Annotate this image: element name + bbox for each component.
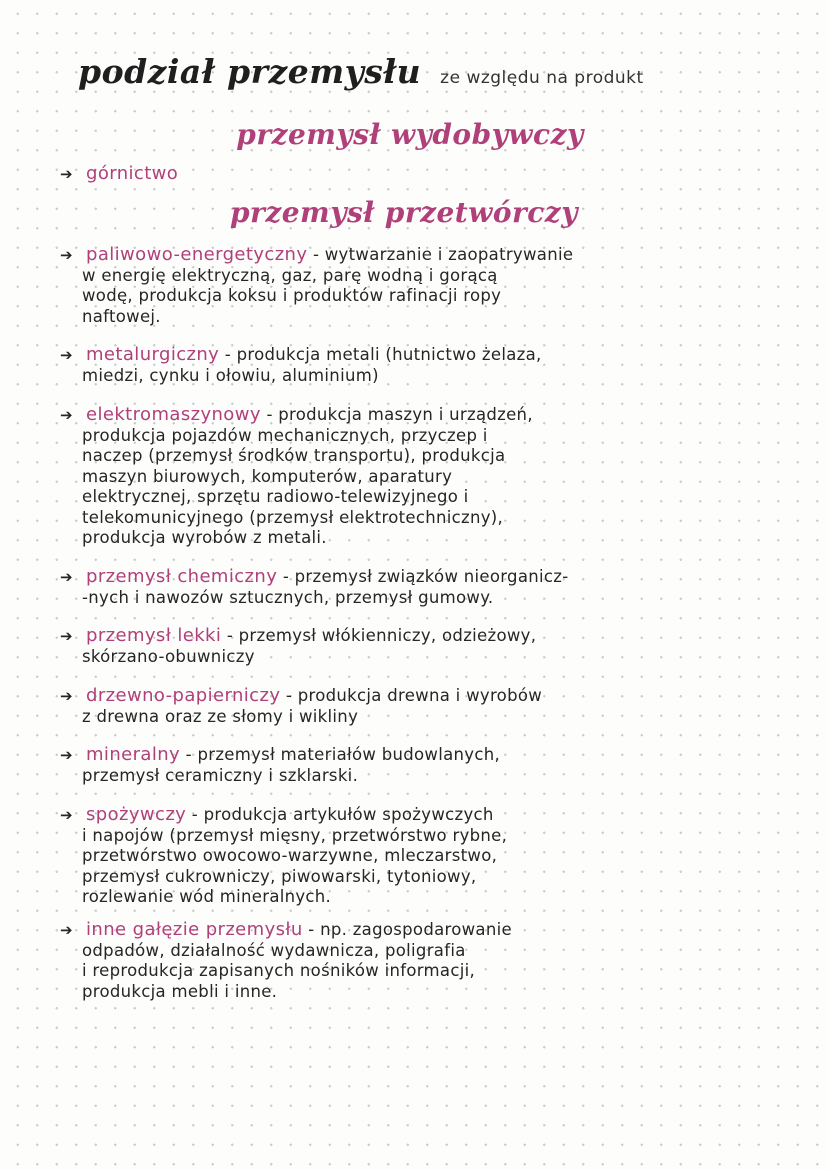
item-text: - produkcja artykułów spożywczych — [191, 805, 494, 824]
item-text: - przemysł włókienniczy, odzieżowy, — [226, 626, 537, 645]
item-line: wodę, produkcja koksu i produktów rafinacji ropy — [82, 286, 502, 305]
heading-processing-industry: przemysł przetwórczy — [230, 196, 578, 229]
arrow-icon: ➔ — [60, 627, 73, 645]
item-text: - produkcja metali (hutnictwo żelaza, — [224, 345, 542, 364]
item-term: drzewno-papierniczy — [86, 685, 281, 706]
arrow-icon: ➔ — [60, 246, 73, 264]
item-text: - produkcja drewna i wyrobów — [285, 686, 543, 705]
item-line: w energię elektryczną, gaz, parę wodną i gorącą — [82, 265, 498, 285]
item-line: maszyn biurowych, komputerów, aparatury — [82, 466, 453, 486]
item-text: - przemysł związków nieorganicz- — [282, 567, 569, 586]
item-light-industry — [60, 626, 760, 667]
item-line: przemysł ceramiczny i szklarski. — [82, 765, 359, 785]
item-line: produkcja mebli i inne. — [82, 981, 278, 1001]
item-line: z drewna oraz ze słomy i wikliny — [82, 706, 359, 726]
item-food — [60, 805, 760, 908]
item-line: elektrycznej, sprzętu radiowo-telewizyjnego i — [82, 487, 469, 506]
item-term: przemysł lekki — [86, 625, 222, 646]
page-title — [78, 52, 798, 91]
arrow-icon: ➔ — [60, 746, 73, 764]
arrow-icon: ➔ — [60, 406, 73, 424]
item-line: naczep (przemysł środków transportu), produkcja — [82, 446, 506, 465]
item-text: - przemysł materiałów budowlanych, — [185, 745, 501, 764]
item-term: elektromaszynowy — [86, 404, 261, 425]
item-term: paliwowo-energetyczny — [86, 244, 308, 265]
item-term: górnictwo — [86, 163, 179, 184]
item-term: przemysł chemiczny — [86, 566, 278, 587]
arrow-icon: ➔ — [60, 346, 73, 364]
item-text: - wytwarzanie i zaopatrywanie — [312, 245, 574, 264]
item-wood-paper — [60, 686, 760, 727]
item-line: -nych i nawozów sztucznych, przemysł gumowy. — [82, 587, 494, 607]
item-term: spożywczy — [86, 804, 187, 825]
item-line: i reprodukcja zapisanych nośników informacji, — [82, 961, 476, 980]
item-line: produkcja wyrobów z metali. — [82, 528, 327, 547]
item-term: inne gałęzie przemysłu — [86, 919, 303, 940]
item-chemical — [60, 567, 760, 608]
title-main: podział przemysłu — [78, 52, 422, 91]
arrow-icon: ➔ — [60, 568, 73, 586]
item-line: rozlewanie wód mineralnych. — [82, 887, 332, 906]
item-line: produkcja pojazdów mechanicznych, przyczep i — [82, 425, 488, 445]
item-fuel-energy — [60, 245, 760, 327]
item-metallurgical — [60, 345, 760, 386]
item-mineral — [60, 745, 760, 786]
title-subtitle: ze względu na produkt — [440, 68, 644, 88]
item-electromechanical — [60, 405, 760, 549]
arrow-icon: ➔ — [60, 687, 73, 705]
item-line: odpadów, działalność wydawnicza, poligrafia — [82, 940, 466, 960]
item-term: metalurgiczny — [86, 344, 220, 365]
item-term: mineralny — [86, 744, 181, 765]
item-text: - produkcja maszyn i urządzeń, — [266, 405, 533, 424]
item-line: skórzano-obuwniczy — [82, 646, 255, 666]
item-mining — [60, 164, 760, 185]
item-line: przemysł cukrowniczy, piwowarski, tytoniowy, — [82, 866, 477, 886]
item-line: i napojów (przemysł mięsny, przetwórstwo rybne, — [82, 825, 508, 845]
arrow-icon: ➔ — [60, 165, 73, 183]
arrow-icon: ➔ — [60, 806, 73, 824]
item-text: - np. zagospodarowanie — [308, 920, 512, 939]
item-line: przetwórstwo owocowo-warzywne, mleczarstwo, — [82, 846, 498, 865]
item-line: miedzi, cynku i ołowiu, aluminium) — [82, 365, 379, 385]
item-line: naftowej. — [82, 306, 161, 326]
item-line: telekomunicyjnego (przemysł elektrotechniczny), — [82, 507, 504, 527]
arrow-icon: ➔ — [60, 921, 73, 939]
heading-extractive-industry: przemysł wydobywczy — [236, 118, 584, 151]
item-other-branches — [60, 920, 760, 1002]
